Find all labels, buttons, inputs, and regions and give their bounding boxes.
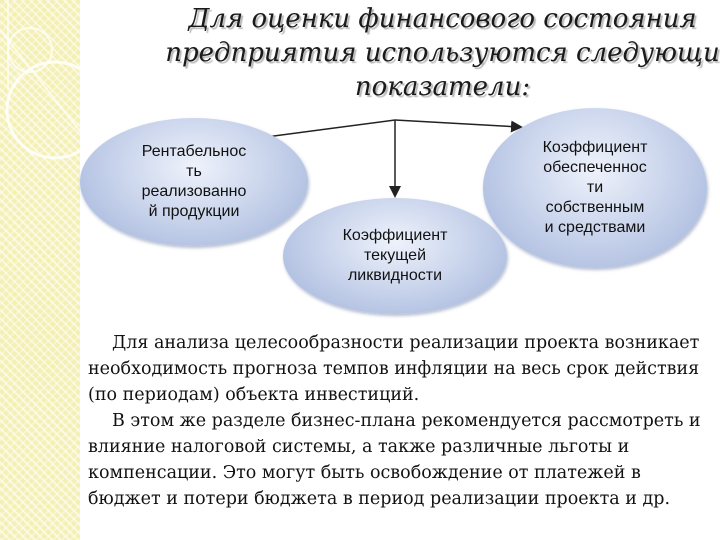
body-paragraph: Для анализа целесообразности реализации проекта возникает необходимость прогноза темпов инфляции на весь срок действия (по периодам) объекта инвестиций. (88, 333, 700, 405)
title-line: Для оценки финансового состояния (188, 4, 697, 34)
indicator-node-profitability (80, 118, 308, 246)
node-label: Коэффициент текущей ликвидности (342, 227, 448, 284)
indicator-node-current-liquidity (283, 198, 507, 314)
indicator-node-equity-ratio (483, 108, 707, 268)
connector-to-node-3 (395, 120, 520, 127)
body-paragraph: В этом же разделе бизнес-плана рекомендуется рассмотреть и влияние налоговой системы, а также различные льготы и компенсации. Это могут быть освобождение от платежей в бюджет и потери бюджета в период реализации проекта и др. (88, 411, 701, 509)
node-label: Рентабельнос ть реализованно й продукции (141, 143, 247, 220)
title-line: предприятия используются следующи (165, 38, 720, 68)
body-text (88, 330, 718, 512)
title-line: показатели: (354, 72, 531, 102)
node-label: Коэффициент обеспеченнос ти собственным и средствами (542, 139, 648, 236)
